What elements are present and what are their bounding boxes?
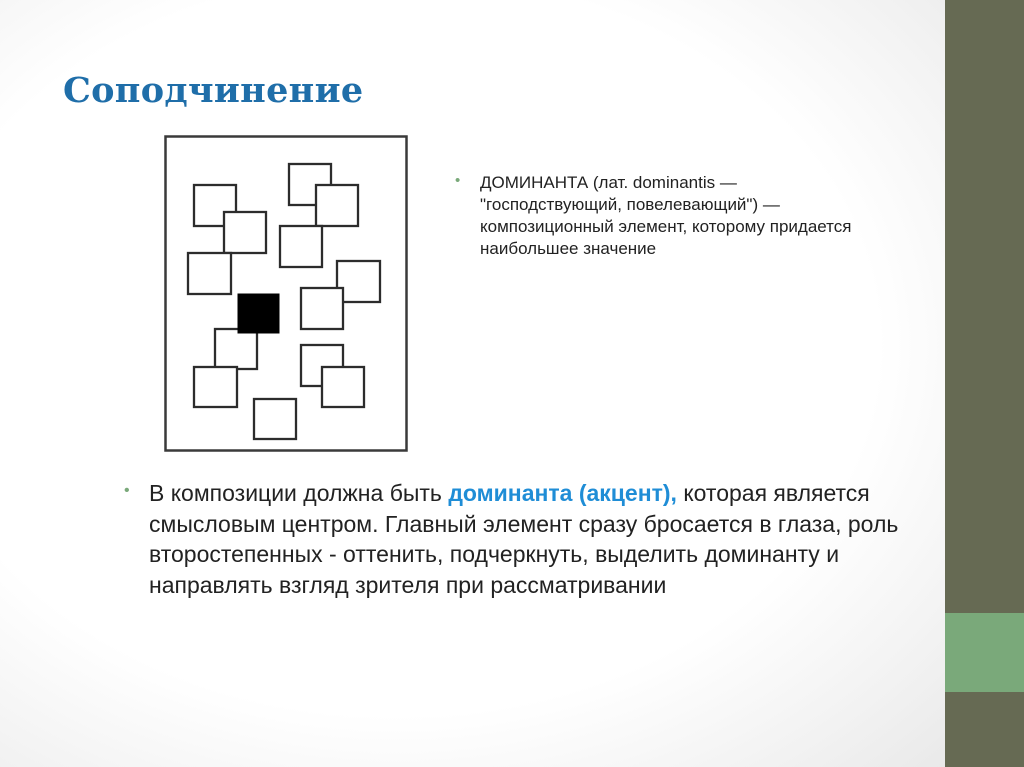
diagram-svg (164, 135, 408, 452)
side-decoration-bar (945, 0, 1024, 767)
square (215, 329, 257, 369)
main-text (149, 478, 904, 600)
square (316, 185, 358, 226)
square (280, 226, 322, 267)
side-bar-dark-segment (945, 0, 1024, 613)
slide-title: Соподчинение (63, 70, 364, 111)
bullet-marker: • (124, 482, 130, 499)
definition-text: ДОМИНАНТА (лат. dominantis — "господствующий, повелевающий") — композиционный элемент, которому придается наибольшее значение (480, 173, 852, 258)
main-text-body: которая является смысловым центром. Главный элемент сразу бросается в глаза, роль второстепенных - оттенить, подчеркнуть, выделить доминанту и направлять взгляд зрителя при рассматривании (149, 480, 899, 598)
dominant-square (238, 294, 279, 333)
dominant-square-diagram (164, 135, 408, 452)
square (322, 367, 364, 407)
square (224, 212, 266, 253)
square (254, 399, 296, 439)
main-text-intro: В композиции должна быть (149, 480, 449, 506)
bullet-marker: • (455, 172, 461, 189)
square (188, 253, 231, 294)
accent-term: доминанта (акцент), (448, 480, 677, 506)
side-bar-green-segment (945, 613, 1024, 692)
square (194, 367, 237, 407)
main-bullet (124, 478, 904, 600)
definition-bullet (455, 172, 875, 260)
side-bar-bottom-segment (945, 692, 1024, 767)
square (301, 288, 343, 329)
